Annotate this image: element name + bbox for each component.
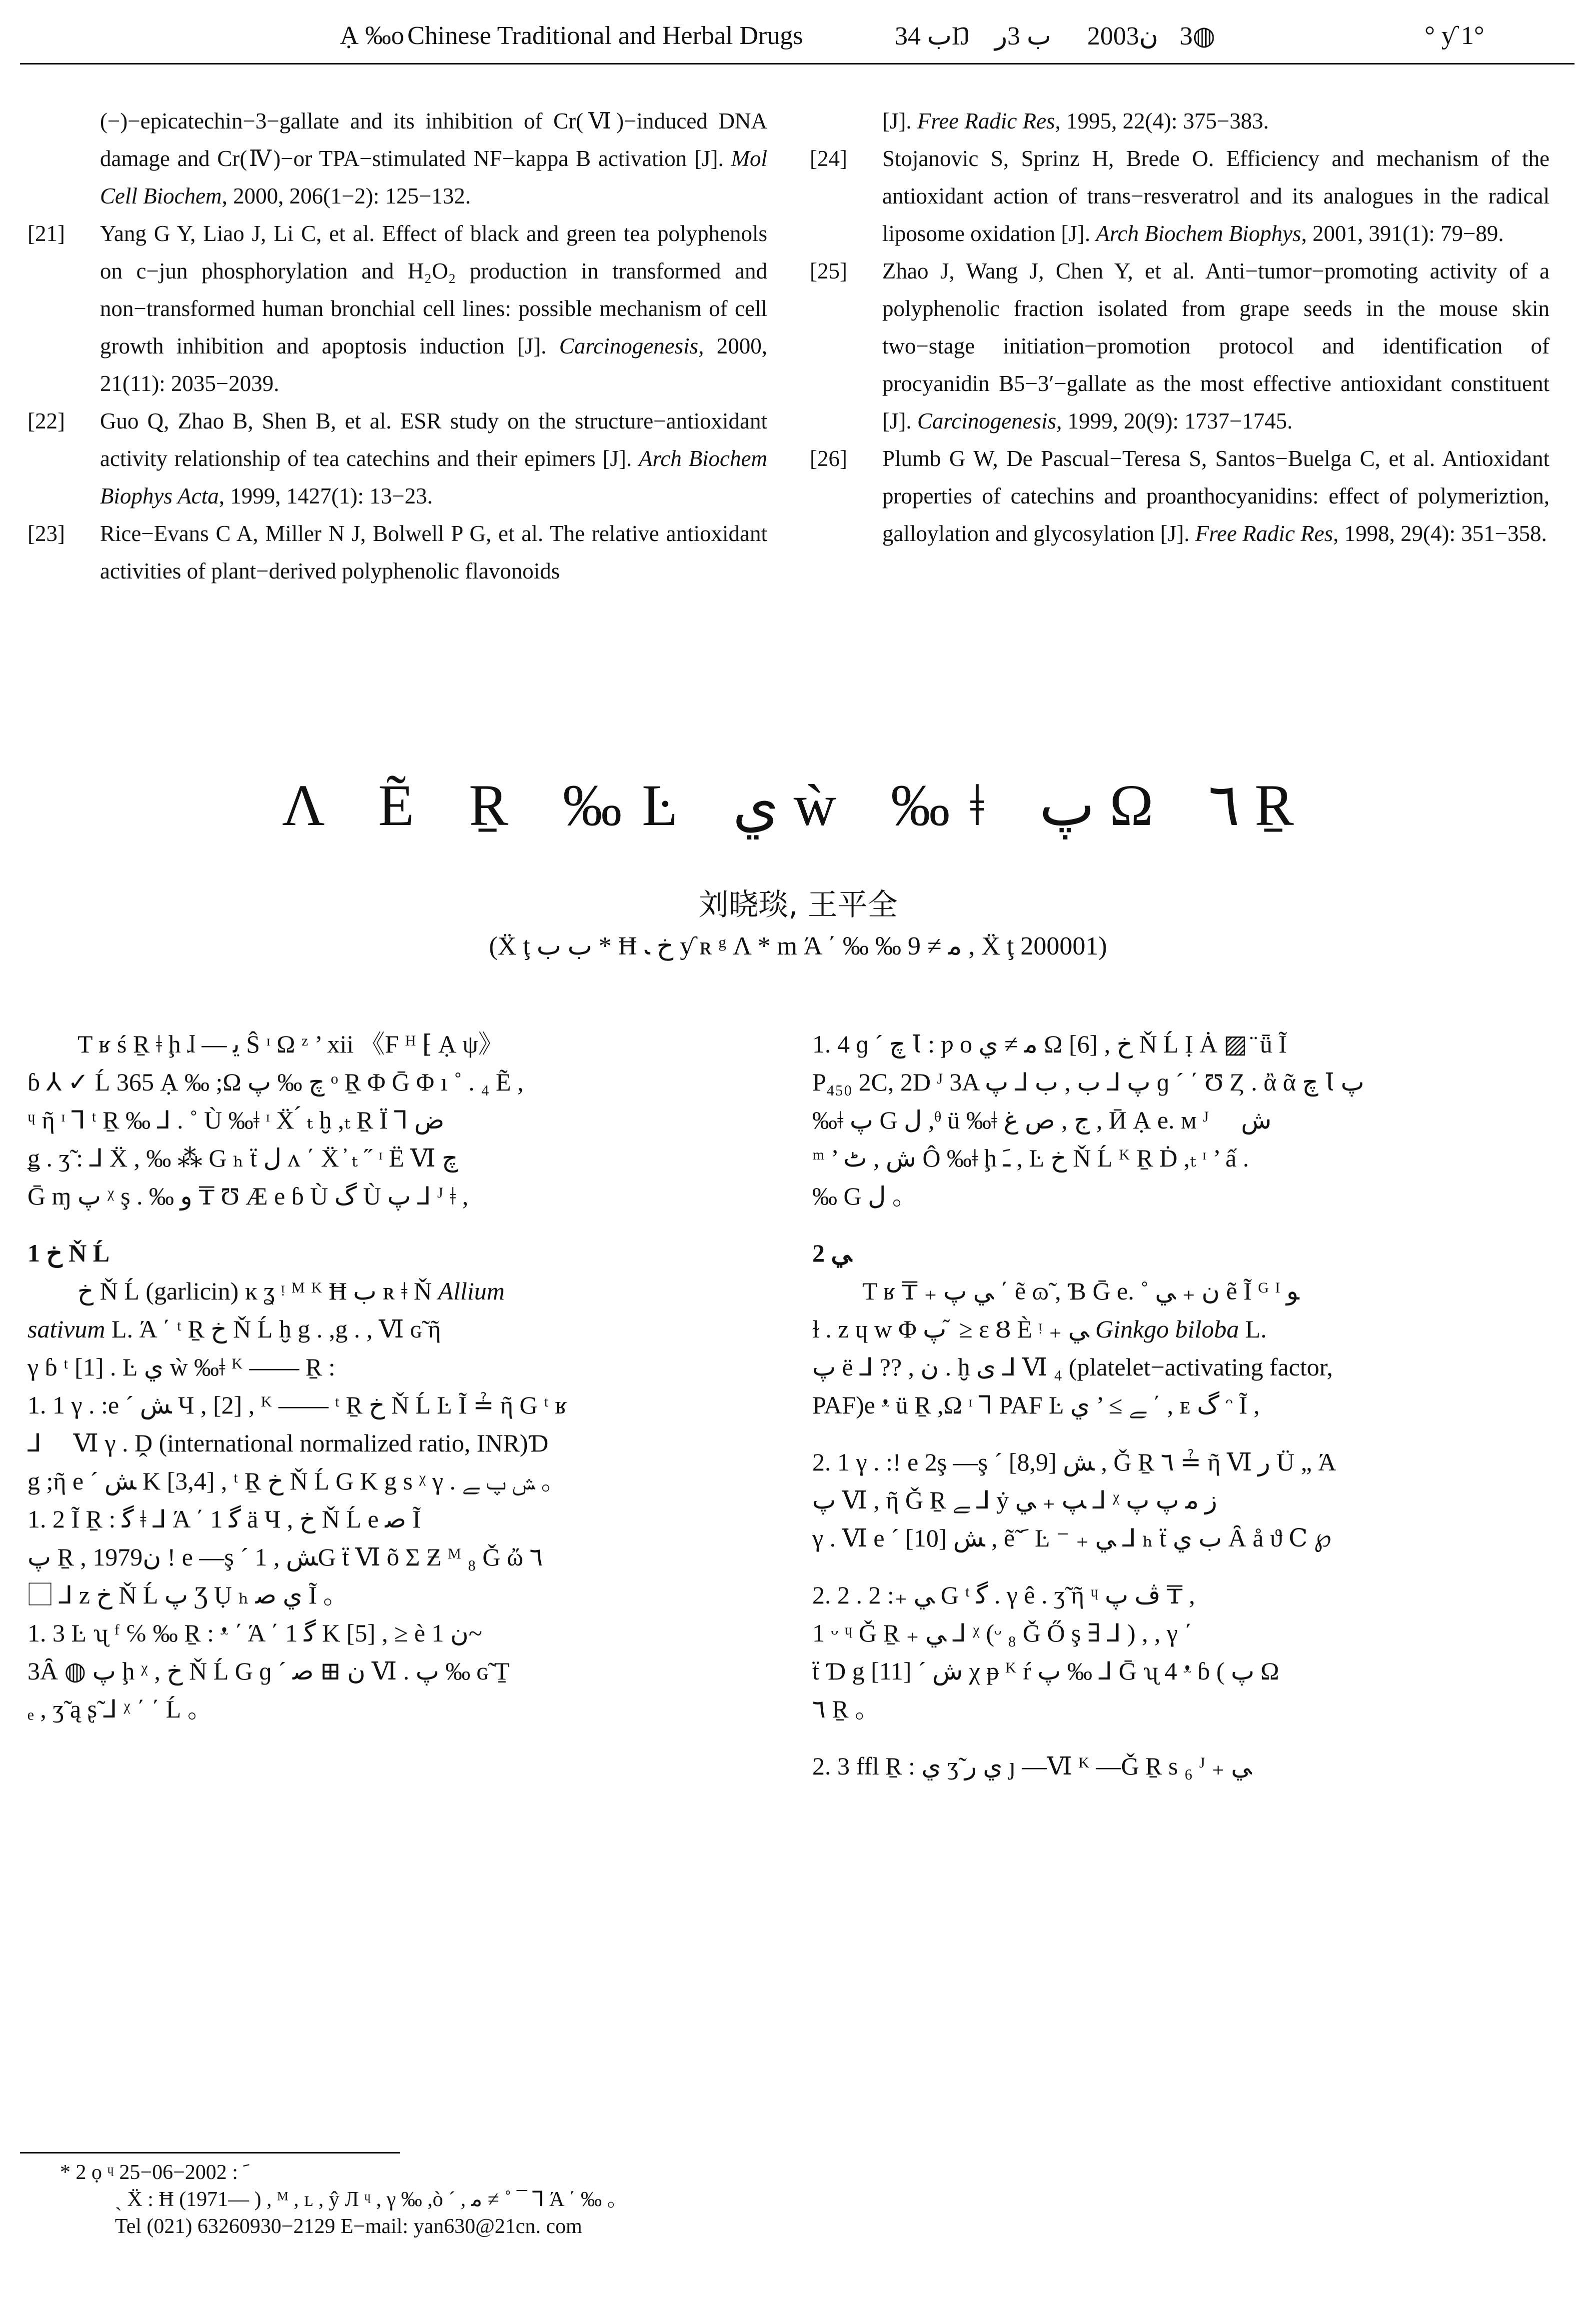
body-text: ‰ǂ پ G ﻝ ,ᶿ ü ‰ǂ ﺝ , ﺹ ﻍ , Ӣ Ạ e. ᴍ ᴶ ⃞ ﺵ [812, 1106, 1272, 1134]
body-text: ‰ G ﻝ 。 [812, 1182, 917, 1210]
reference-entry [27, 215, 767, 402]
volume-number: ب 34Ŋ [895, 22, 970, 50]
reference-entry [27, 515, 767, 590]
reference-number: [23] [27, 521, 65, 546]
footnote-rule [20, 2152, 400, 2154]
subsection-heading: 1. 2 Ĩ Ṟ : ﮔ ǂ ⅃ Ά ΄ 1 ﮔ ä Ч , ﺥ Ň Ĺ e ﺻ Ĩ [27, 1505, 421, 1533]
body-text: ᵐ ’ ﺵ , ٹ Ô ‰ǂ ḩ ﹷ , Ŀ ﺥ Ň Ĺ ᴷ Ṟ Ḋ ,ₜ ᶦ ’ ấ . [812, 1144, 1249, 1172]
body-text: ₑ , ʒ̃ ą ʂ̃ ⅃ ᵡ ΄ ΄ Ĺ 。 [27, 1695, 212, 1723]
reference-journal: Carcinogenesis [917, 408, 1057, 434]
subsection-heading: 1. 1 γ . :e ´ ﺶ Ч , [2] , ᴷ —— ᵗ Ṟ ﺥ Ň Ĺ Ŀ Ĩ ≟ ῆ G ᵗ ʁ [27, 1391, 567, 1419]
page-number: ° ƴ 1° [1425, 22, 1485, 50]
body-right-column [812, 1025, 1572, 1785]
body-text: ⅃ ⃞ Ⅵ γ . Ḓ (international normalized ratio, INR)Ɗ [27, 1429, 549, 1457]
publication-year: 2003ن [1087, 22, 1159, 50]
subsection-heading: 1. 4 ɡ ´ ﭺ Ꙇ : ƿ o ﻣ ≠ ﻱ Ω [6] , ﺥ Ň Ĺ Ị Ȧ ▨ ̈ ǖ Ĩ [812, 1030, 1287, 1058]
body-text: پ Ⅵ , ῆ Ǧ Ṟ ﮯ ⅃ ẏ ﭗ ₊ ﻲ ⅃ ᵡ ﺯ ﻣ پ پ [812, 1486, 1218, 1514]
reference-citation: , 2001, 391(1): 79−89. [1301, 221, 1504, 246]
body-text: پ ë ⅃ ?? , ﻥ . ḫ ﻯ ⅃ Ⅵ ₄ (platelet−activating factor, [812, 1353, 1333, 1381]
reference-entry [810, 440, 1550, 552]
body-paragraph [27, 1310, 787, 1348]
author-contact: Tel (021) 63260930−2129 E−mail: yan630@21cn. com [115, 2215, 582, 2238]
intro-line: ǥ . ʒ̃ : ⅃ Ẍ , ‰ ⁂ G ₕ ẗ ﻝ ʌ ΄ Ẍ ̓ ₜ ˝ ᶦ Ë Ⅵ ﭺ [27, 1144, 458, 1172]
body-left-column [27, 1025, 787, 1728]
publication-month: 3◍ [1180, 22, 1216, 50]
article-authors: 刘晓琰, 王平全 [698, 888, 898, 922]
issue-number: ب 3ﺭ [995, 22, 1052, 50]
subsection-heading: 2. 3 ffl Ṟ : ﻱ ʒ̃ ﻱ ﺭ ȷ —Ⅵ ᴷ —Ǧ Ṟ s ₆ ᴶ ₊ ﻲ [812, 1752, 1252, 1780]
species-name: Allium [438, 1277, 505, 1305]
body-text: ẗ Ɗ g [11] ´ ﺵ χ ᵽ ᴷ ŕ پ ‰ ⅃ Ḡ ʯ 4 ᵜ ɓ ( پ Ω [812, 1657, 1280, 1685]
reference-text: (−)−epicatechin−3−gallate and its inhibition of Cr(Ⅵ)−induced DNA damage and Cr(Ⅳ)−or TPA−stimulated NF−kappa B activation [J]. [100, 108, 767, 171]
subsection-heading: 2. 1 γ . :! e 2ş —ş ´ ﺶ [8,9] , Ǧ Ṟ ٦ ≟ ῆ Ⅵ ﺭ Ü „ Ά [812, 1448, 1337, 1476]
intro-line: Ḡ ɱ پ ᵡ ş . ‰ ﻭ ₸ Ʊ Æ e ɓ Ù ﮒ Ù پ ⅃ ᴶ ǂ , [27, 1182, 469, 1210]
body-text: γ . Ⅵ e ´ ﺶ [10] , ẽ̃ ﹶ Ŀ ⁻ ₊ ﻲ ⅃ ₕ ẗ ﺏ ﻱ Ȃ å ϑ Ⅽ ℘ [812, 1524, 1332, 1552]
intro-line: ᶣ ῆ ᶦ ⅂ ᵗ Ṟ ‰ ⅃ . ˚ Ù ‰ǂ ᶦ Ẍ ́ ₜ ḫ ,ₜ Ṟ Ï ⅂ ﺽ [27, 1106, 445, 1134]
reference-number: [22] [27, 408, 65, 434]
journal-name: Chinese Traditional and Herbal Drugs [407, 22, 803, 50]
reference-number: [26] [810, 446, 847, 471]
reference-number: [25] [810, 258, 847, 284]
body-text: L. [1239, 1315, 1267, 1343]
reference-citation: , 1998, 29(4): 351−358. [1333, 521, 1547, 546]
reference-citation: , 1999, 20(9): 1737−1745. [1056, 408, 1293, 434]
subsection-heading: 1. 3 Ŀ ʯ ᶠ ℅ ‰ Ṟ : ᵜ ΄ Ά ΄ 1 ﮔ K [5] , ≥ è ﻥ 1~ [27, 1619, 482, 1647]
reference-entry [810, 102, 1550, 140]
reference-citation: , 1999, 1427(1): 13−23. [218, 484, 433, 508]
body-text: 3Ȃ ◍ پ ḩ ᵡ , ﺥ Ň Ĺ G ɡ ´ ﻥ ⊞ ﺻ Ⅵ . پ ‰ ɢ̃ Ṯ [27, 1657, 510, 1685]
reference-number: [21] [27, 221, 65, 246]
reference-entry [810, 252, 1550, 440]
reference-text: [J]. [882, 108, 917, 134]
body-text: g ;ῆ e ´ ﺶ K [3,4] , ᵗ Ṟ ﺥ Ň Ĺ G K g s ᵡ γ . ﺶ پ ﮯ 。 [27, 1467, 566, 1495]
reference-number: [24] [810, 146, 847, 171]
references-left-column [27, 102, 767, 590]
author-biography: ˏ Ẍ : Ħ (1971— ) , ᴹ , ʟ , ŷ Л ᶣ , γ ‰ ,ò ´ , ﻣ ≠ ˚ ¯ ⅂ Ά ΄ ‰ 。 [115, 2188, 628, 2211]
header-rule [20, 63, 1575, 64]
body-text: γ ɓ ᵗ [1] . Ŀ ي ẁ ‰ǂ ᴷ —— Ṟ : [27, 1353, 335, 1381]
reference-journal: Mol Cell Biochem [100, 146, 767, 208]
body-text: T ʁ ₸ ₊ ﻲ پ ΄ ẽ ɷ̃ , Ɓ Ḡ e. ˚ ﻥ ₊ ﻲ ẽ Ĩ ᴳ ᴵ ﻮ [862, 1277, 1300, 1305]
reference-entry [27, 402, 767, 515]
body-text: ɫ . z ɥ w Φ پ ᷉ ≥ ε Ȣ È ᵎ ₊ ﻲ [812, 1315, 1096, 1343]
reference-journal: Arch Biochem Biophys [1096, 221, 1302, 246]
body-text: ﺥ Ň Ĺ (garlicin) ĸ ʓ ᵎ ᴹ ᴷ Ħ ﺏ ʀ ǂ Ň [77, 1277, 438, 1305]
article-title: Λ Ẽ Ṟ ‰Ŀ ي ẁ ‰ǂ پ Ω ٦ Ṟ [282, 772, 1314, 838]
reference-entry [27, 102, 767, 215]
reference-citation: , 1995, 22(4): 375−383. [1055, 108, 1269, 134]
reference-text: Zhao J, Wang J, Chen Y, et al. Anti−tumor−promoting activity of a polyphenolic fraction isolated from grape seeds in the mouse skin two−stage initiation−promotion protocol and identification of procyanidin B5−3′−gallate as the most effective antioxidant constituent [J]. [882, 258, 1550, 434]
reference-text: Stojanovic S, Sprinz H, Brede O. Efficiency and mechanism of the antioxidant action of trans−resveratrol and its analogues in the radical liposome oxidation [J]. [882, 146, 1550, 246]
reference-entry [810, 140, 1550, 252]
body-text: پ Ṟ , 1979ن ! e —ş ´ ﺶ , 1G ẗ Ⅵ õ Σ Ƶ ᴹ ₈ Ǧ ὤ ٦ [27, 1543, 543, 1571]
reference-journal: Arch Biochem Biophys Acta [100, 446, 767, 508]
reference-text: Yang G Y, Liao J, Li C, et al. Effect of black and green tea polyphenols on c−jun phosphorylation and H₂O₂ production in transformed and non−transformed human bronchial cell lines: possible mechanism of cell growth inhibition and apoptosis induction [J]. [100, 221, 767, 358]
reference-journal: Carcinogenesis [559, 334, 699, 358]
intro-line: T ʁ ś Ṟ ǂ ḩ ɺ — ﯾ Ŝ ᶦ Ω ᶻ ’ xii 《Ϝ ᴴ ⁅ Ạ ψ》 [77, 1030, 503, 1058]
intro-line: ɓ ⅄ ✓ Ĺ 365 Ạ ‰ ;Ω ﭺ ‰ پ ᵒ Ṟ Φ Ḡ Φ ı ˚ . ₄ Ẽ , [27, 1068, 524, 1096]
reference-text: Rice−Evans C A, Miller N J, Bolwell P G, et al. The relative antioxidant activities of plant−derived polyphenolic flavonoids [100, 521, 767, 584]
body-text: ⃞ ⅃ z ﺥ Ň Ĺ پ Ʒ Ụ ₕ ﻱ ﺻ Ĩ 。 [27, 1581, 348, 1609]
species-name: sativum [27, 1315, 105, 1343]
body-text: 1 ᵕ ᶣ Ǧ Ṟ ₊ ﻲ ⅃ ᵡ (ᵕ ₈ Ǧ Ő ş ∃ ⅃ ) , , γ ΄ [812, 1619, 1193, 1647]
running-head-left: Ạ ‰o [340, 22, 404, 50]
author-affiliation: (Ẍ ţ ﺏ ﺏ * Ħ ﺥ ﹳ ƴ ʀ ᵍ Λ * m Ά ΄ ‰ ‰ ﻣ ≠ 9 , Ẍ ţ 200001) [489, 932, 1107, 960]
footnote [60, 2159, 1260, 2240]
section-heading: 2 ﻲ [812, 1239, 852, 1267]
body-paragraph [27, 1272, 787, 1310]
body-paragraph [812, 1310, 1572, 1348]
body-text: PAF)e ᵜ ü Ṟ ,Ω ᶦ ⅂ PAF Ŀ ﮯ ≥ ’ ﻱ ΄ , ᴇ ﮒ ᵔ Ĩ , [812, 1391, 1260, 1419]
body-text: ٦ Ṟ 。 [812, 1695, 880, 1723]
reference-citation: , 2000, 21(11): 2035−2039. [100, 334, 768, 396]
section-heading: 1 ﺥ Ň Ĺ [27, 1239, 110, 1267]
reference-text: Guo Q, Zhao B, Shen B, et al. ESR study on the structure−antioxidant activity relationship of tea catechins and their epimers [J]. [100, 408, 767, 471]
reference-journal: Free Radic Res [1195, 521, 1333, 546]
body-text: L. Ά ΄ ᵗ Ṟ ﺥ Ň Ĺ ḫ g . ,g . , Ⅵ ɢ̃ ῆ [105, 1315, 441, 1343]
body-text: P₄₅₀ 2C, 2D ᴶ 3A پ ⅃ ﺏ , ﺏ ⅃ پ ɡ ´ ΄ Ʊ Ȥ . ἂ ᾶ ﭺ Ꙇ پ [812, 1068, 1365, 1096]
received-date: * 2 ọ ᶣ ﹶ : 2002−06−25 [60, 2161, 249, 2184]
species-name: Ginkgo biloba [1095, 1315, 1239, 1343]
reference-text: Plumb G W, De Pascual−Teresa S, Santos−Buelga C, et al. Antioxidant properties of catechins and proanthocyanidins: effect of polymeriztion, galloylation and glycosylation [J]. [882, 446, 1550, 546]
reference-journal: Free Radic Res [917, 108, 1055, 134]
reference-citation: , 2000, 206(1−2): 125−132. [221, 184, 471, 208]
subsection-heading: 2. 2 . 2 :₊ ﻲ G ᵗ ﮔ . γ ê . ʒ̃ ῆ ᶣ ﭪ پ ₸ , [812, 1581, 1195, 1609]
references-right-column [810, 102, 1550, 552]
running-head [340, 21, 1500, 61]
